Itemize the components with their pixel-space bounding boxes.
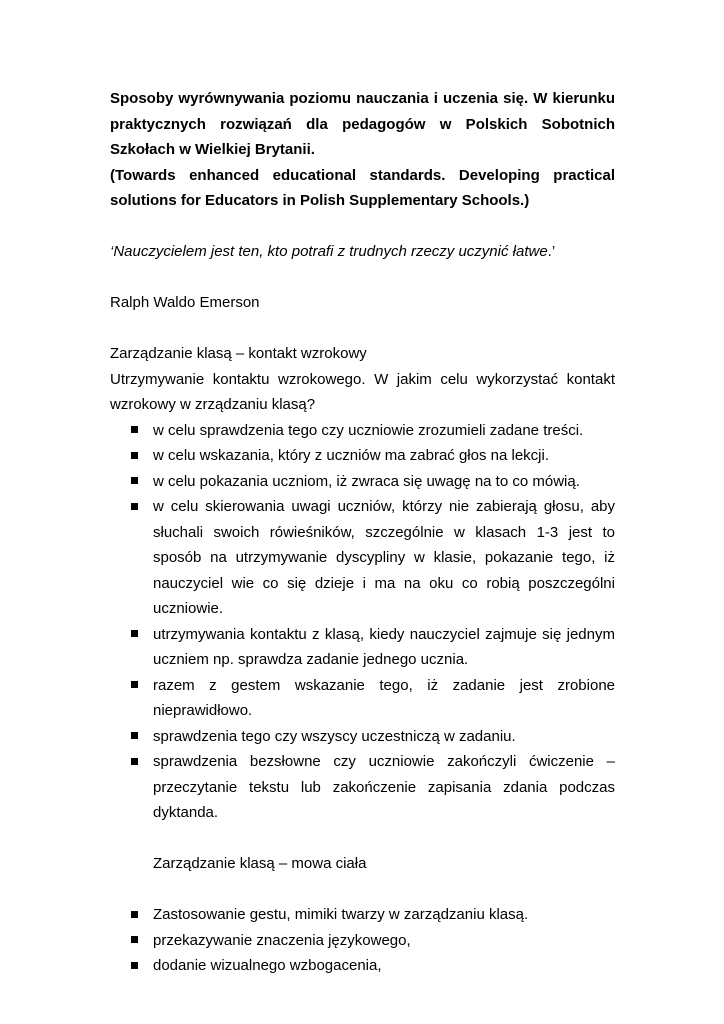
square-bullet-icon [131, 426, 138, 433]
quote-text: ‘Nauczycielem jest ten, kto potrafi z trudnych rzeczy uczynić łatwe [110, 243, 548, 260]
list-item [110, 469, 615, 495]
square-bullet-icon [131, 681, 138, 688]
square-bullet-icon [131, 962, 138, 969]
square-bullet-icon [131, 732, 138, 739]
list-item-text: w celu wskazania, który z uczniów ma zabrać głos na lekcji. [153, 447, 549, 464]
square-bullet-icon [131, 630, 138, 637]
title-english: (Towards enhanced educational standards. Developing practical solutions for Educators in Polish Supplementary Schools.) [110, 166, 615, 209]
list-item [110, 622, 615, 673]
list-item-text: w celu sprawdzenia tego czy uczniowie zrozumieli zadane treści. [153, 421, 584, 439]
list-item [110, 443, 615, 469]
section-intro: Utrzymywanie kontaktu wzrokowego. W jakim celu wykorzystać kontakt wzrokowy w zrządzaniu klasą? [110, 370, 615, 413]
quote-end: .’ [547, 243, 556, 260]
list-item [110, 928, 615, 954]
list-item-text: dodanie wizualnego wzbogacenia, [153, 957, 382, 974]
square-bullet-icon [131, 911, 138, 918]
eye-contact-list [110, 418, 615, 826]
list-item [110, 749, 615, 826]
document-page [110, 86, 615, 979]
list-item-text: sprawdzenia tego czy wszyscy uczestniczą w zadaniu. [153, 727, 516, 745]
list-item-text: przekazywanie znaczenia językowego, [153, 931, 411, 949]
square-bullet-icon [131, 477, 138, 484]
square-bullet-icon [131, 936, 138, 943]
square-bullet-icon [131, 758, 138, 765]
title-polish: Sposoby wyrównywania poziomu nauczania i uczenia się. W kierunku praktycznych rozwiązań dla pedagogów w Polskich Sobotnich Szkołach w Wielkiej Brytanii. [110, 90, 615, 158]
list-item-text: razem z gestem wskazanie tego, iż zadanie jest zrobione nieprawidłowo. [153, 676, 615, 719]
list-item [110, 902, 615, 928]
list-item [110, 724, 615, 750]
section-heading-body-language: Zarządzanie klasą – mowa ciała [153, 855, 367, 872]
epigraph-quote [110, 239, 615, 265]
quote-author: Ralph Waldo Emerson [110, 294, 260, 311]
list-item-text: w celu pokazania uczniom, iż zwraca się uwagę na to co mówią. [153, 472, 580, 490]
list-item [110, 494, 615, 622]
list-item-text: utrzymywania kontaktu z klasą, kiedy nauczyciel zajmuje się jednym uczniem np. sprawdza zadanie jednego ucznia. [153, 625, 615, 668]
list-item [110, 418, 615, 444]
list-item [110, 673, 615, 724]
square-bullet-icon [131, 452, 138, 459]
document-title [110, 86, 615, 214]
list-item [110, 953, 615, 979]
list-item-text: Zastosowanie gestu, mimiki twarzy w zarządzaniu klasą. [153, 906, 529, 923]
body-language-list [110, 902, 615, 979]
section-heading-eye-contact: Zarządzanie klasą – kontakt wzrokowy [110, 345, 367, 362]
list-item-text: w celu skierowania uwagi uczniów, którzy nie zabierają głosu, aby słuchali swoich rówieśników, szczególnie w klasach 1-3 jest to sposób na utrzymywanie dyscypliny w klasie, pokazanie tego, iż nauczyciel wie co się dzieje i ma na oku co robią poszczególni uczniowie. [153, 498, 615, 617]
square-bullet-icon [131, 503, 138, 510]
list-item-text: sprawdzenia bezsłowne czy uczniowie zakończyli ćwiczenie – przeczytanie tekstu lub zakończenie zapisania zdania podczas dyktanda. [153, 753, 615, 821]
